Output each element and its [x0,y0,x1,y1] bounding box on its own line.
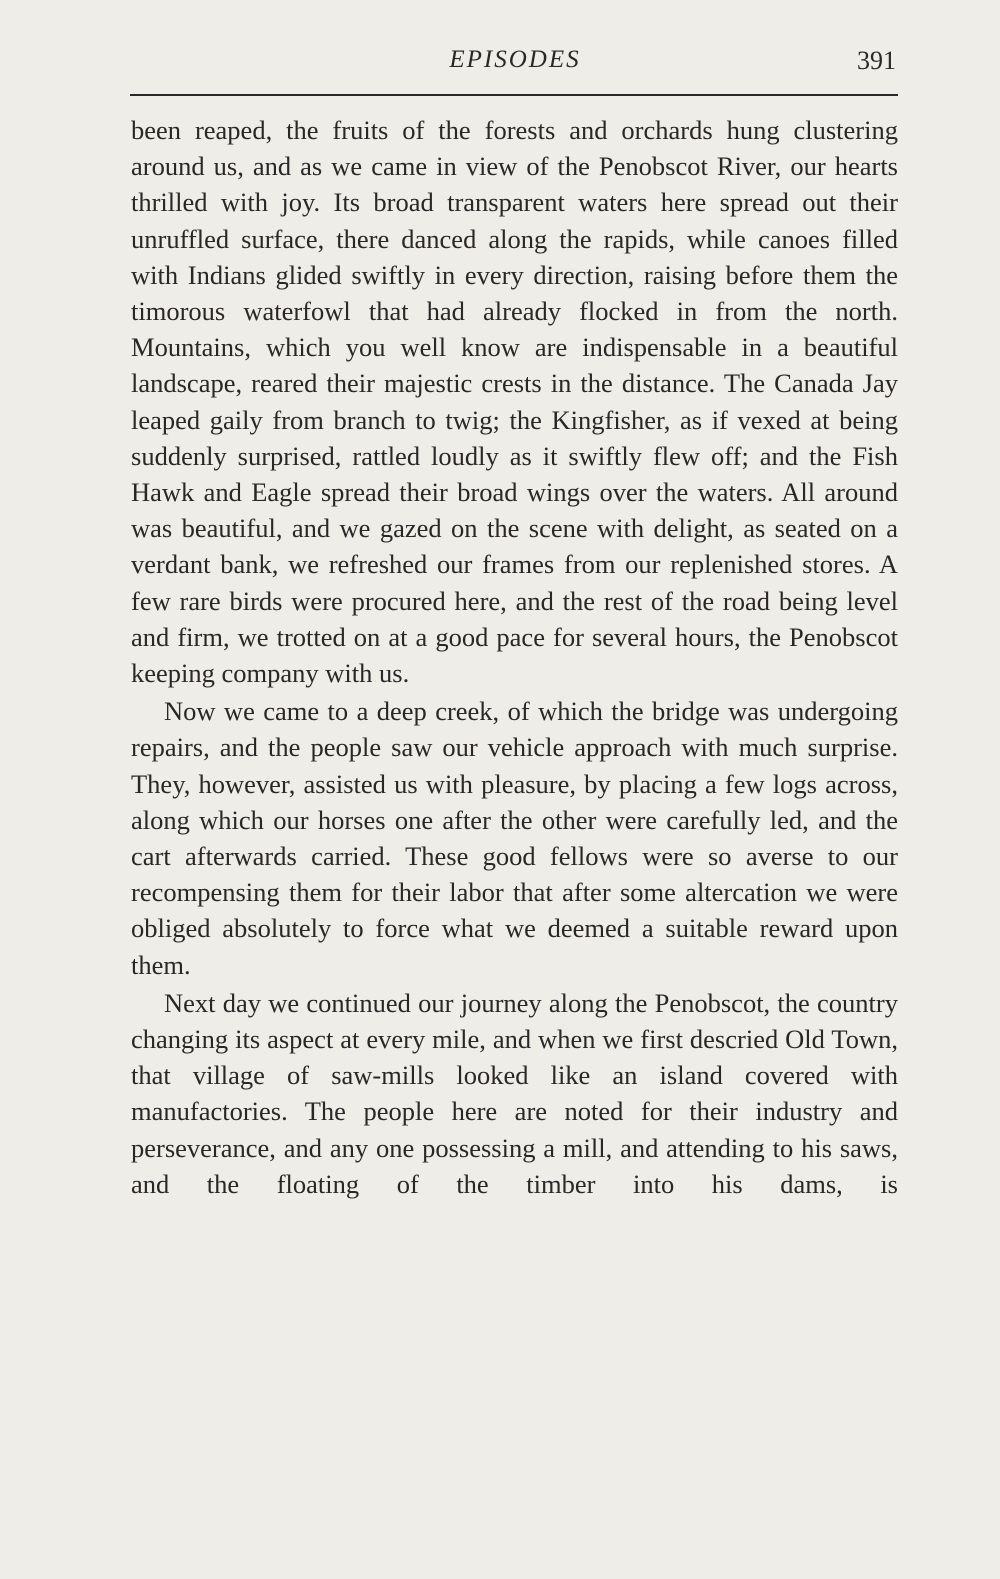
running-head [130,46,900,82]
body-text [131,112,898,1202]
page-number: 391 [857,46,896,75]
running-title: EPISODES [449,46,581,73]
paragraph-creek: Now we came to a deep creek, of which the bridge was undergoing repairs, and the people saw our vehicle approach with much surprise. They, however, assisted us with pleasure, by placing a few logs across, along which our horses one after the other were carefully led, and the cart afterwards carried. These good fellows were so averse to our recompensing them for their labor that after some altercation we were obliged absolutely to force what we deemed a suitable reward upon them. [131,696,898,980]
paragraph-continued: been reaped, the fruits of the forests and orchards hung clustering around us, and as we came in view of the Penobscot River, our hearts thrilled with joy. Its broad transparent waters here spread out their unruffled surface, there danced along the rapids, while canoes filled with Indians glided swiftly in every direction, raising before them the timorous waterfowl that had already flocked in from the north. Mountains, which you well know are indispensable in a beautiful landscape, reared their majestic crests in the distance. The Canada Jay leaped gaily from branch to twig; the Kingfisher, as if vexed at being suddenly surprised, rattled loudly as it swiftly flew off; and the Fish Hawk and Eagle spread their broad wings over the waters. All around was beautiful, and we gazed on the scene with delight, as seated on a verdant bank, we refreshed our frames from our replenished stores. A few rare birds were procured here, and the rest of the road being level and firm, we trotted on at a good pace for several hours, the Penobscot keeping company with us. [131,115,898,689]
paragraph-old-town: Next day we continued our journey along the Penobscot, the country changing its aspect at every mile, and when we first descried Old Town, that village of saw-mills looked like an island covered with manufactories. The people here are noted for their industry and perseverance, and any one possessing a mill, and attending to his saws, and the floating of the timber into his dams, is [131,987,898,1199]
header-rule [130,94,898,96]
